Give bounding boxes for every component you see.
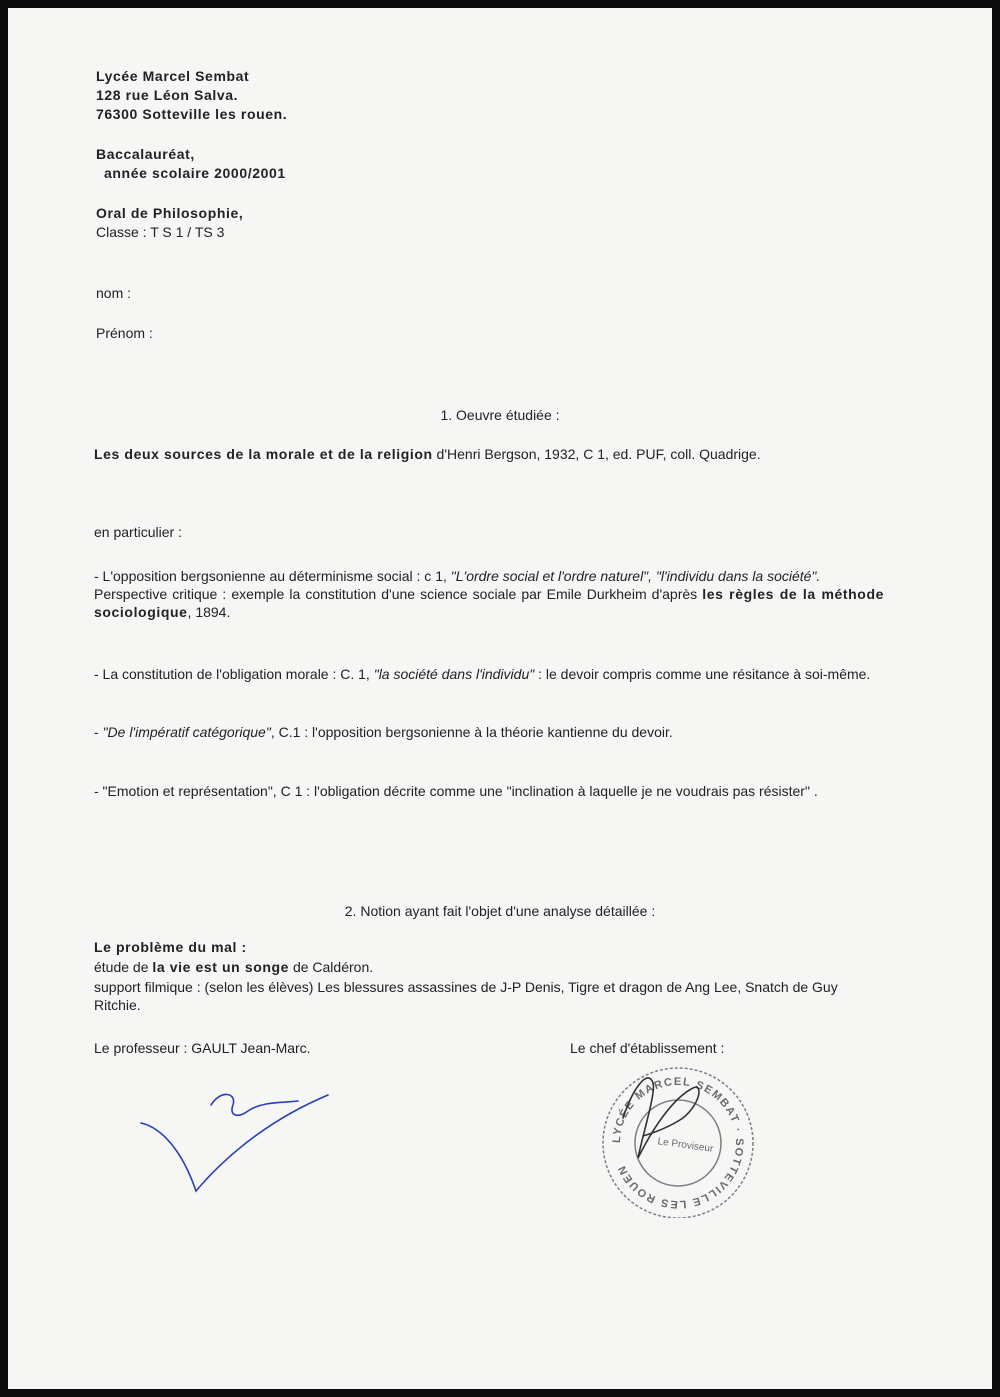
professeur-label: Le professeur : GAULT Jean-Marc. [94,1040,311,1056]
etude-work: la vie est un songe [152,959,290,975]
item1-book-title: les règles de la méthode sociologique [94,586,884,620]
item2-text: - La constitution de l'obligation morale : C. 1, [94,666,374,682]
school-city: 76300 Sotteville les rouen. [96,106,288,122]
item-4: - "Emotion et représentation", C 1 : l'obligation décrite comme une "inclination à laquelle je ne voudrais pas résister" . [94,783,818,799]
work-reference [94,445,884,463]
item1-quote: "L'ordre social et l'ordre naturel", "l'individu dans la société". [450,568,821,584]
etude-author: de Caldéron. [289,959,374,975]
exam-year: année scolaire 2000/2001 [104,165,286,181]
item-1 [94,567,884,621]
item3-quote: "De l'impératif catégorique" [102,724,271,740]
item2-rest: : le devoir compris comme une résitance à soi-même. [534,666,871,682]
item3-dash: - [94,724,103,740]
school-street: 128 rue Léon Salva. [96,87,239,103]
item2-quote: "la société dans l'individu" [373,666,535,682]
classe-label: Classe : T S 1 / TS 3 [96,224,225,240]
support-filmique: support filmique : (selon les élèves) Les blessures assassines de J-P Denis, Tigre et dragon de Ang Lee, Snatch de Guy Ritchie. [94,979,838,1013]
item1-text: - L'opposition bergsonienne au déterminisme social : c 1, [94,568,451,584]
exam-title: Baccalauréat, [96,146,195,162]
item1-perspective: Perspective critique : exemple la constitution d'une science sociale par Emile Durkheim d'après [94,586,703,602]
chef-label: Le chef d'établissement : [570,1040,725,1056]
oral-title: Oral de Philosophie, [96,205,244,221]
item3-rest: , C.1 : l'opposition bergsonienne à la théorie kantienne du devoir. [270,724,673,740]
professor-signature-icon [133,1083,338,1198]
item1-year: , 1894. [187,604,231,620]
intro-text: en particulier : [94,524,182,540]
nom-label: nom : [96,285,132,301]
section2-heading: 2. Notion ayant fait l'objet d'une analyse détaillée : [344,903,656,919]
work-details: d'Henri Bergson, 1932, C 1, ed. PUF, coll. Quadrige. [432,446,761,462]
prenom-label: Prénom : [96,325,153,341]
item-3 [94,723,884,741]
etude-line [94,958,373,976]
etude-prefix: étude de [94,959,153,975]
item-2 [94,665,884,683]
stamp-ring-text: LYCÉE MARCEL SEMBAT · SOTTEVILLE LES ROUEN [610,1075,746,1211]
school-name: Lycée Marcel Sembat [96,68,250,84]
section1-heading: 1. Oeuvre étudiée : [440,407,560,423]
official-stamp-icon [593,1048,763,1218]
document-page [8,8,992,1389]
stamp-center-text: Le Proviseur [656,1136,714,1155]
work-title: Les deux sources de la morale et de la religion [94,446,433,462]
notion-title: Le problème du mal : [94,939,247,955]
